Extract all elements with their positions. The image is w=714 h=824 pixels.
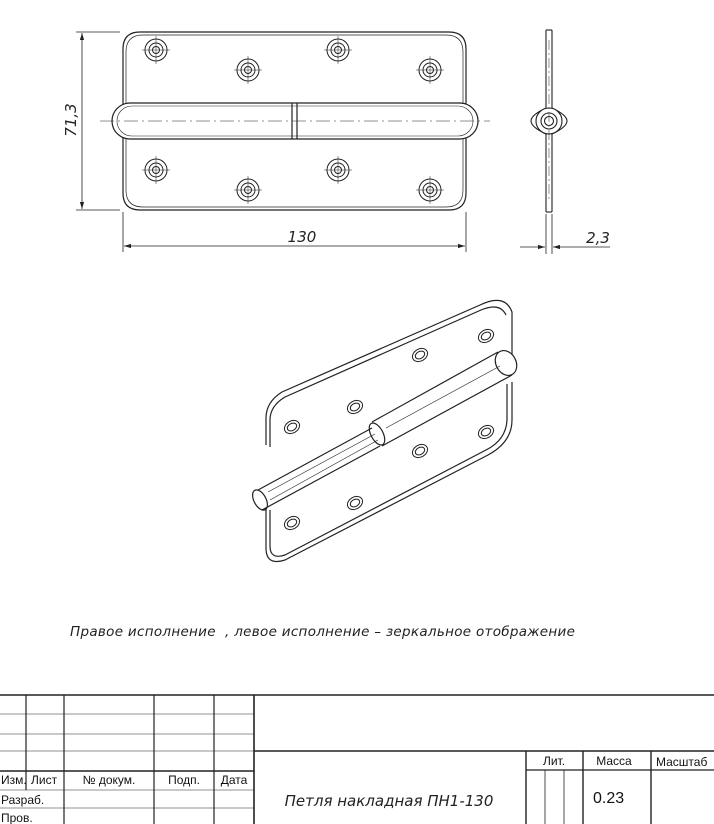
hole — [324, 156, 352, 184]
scale-label: Масштаб — [656, 755, 708, 769]
col-sheet: Лист — [31, 773, 58, 787]
hole — [324, 36, 352, 64]
dimension-thickness-label: 2,3 — [586, 229, 610, 247]
dimension-length-label: 130 — [287, 228, 317, 246]
isometric-holes — [282, 327, 496, 532]
mass-value: 0.23 — [593, 790, 625, 807]
execution-note: Правое исполнение , левое исполнение – зеркальное отображение — [70, 624, 576, 640]
hole — [416, 56, 444, 84]
hole — [234, 176, 262, 204]
side-view — [531, 30, 567, 212]
col-change: Изм. — [1, 773, 27, 787]
hole — [142, 36, 170, 64]
col-doc-number: № докум. — [82, 773, 136, 787]
dimension-height-label: 71,3 — [62, 103, 80, 137]
row-checker: Пров. — [1, 811, 33, 824]
product-name: Петля накладная ПН1-130 — [284, 792, 494, 810]
row-developer: Разраб. — [1, 793, 45, 807]
hole — [416, 176, 444, 204]
lit-label: Лит. — [542, 754, 566, 768]
mass-label: Масса — [596, 754, 632, 768]
col-date: Дата — [220, 773, 248, 787]
hole — [142, 156, 170, 184]
hole — [234, 56, 262, 84]
col-signature: Подп. — [168, 773, 200, 787]
